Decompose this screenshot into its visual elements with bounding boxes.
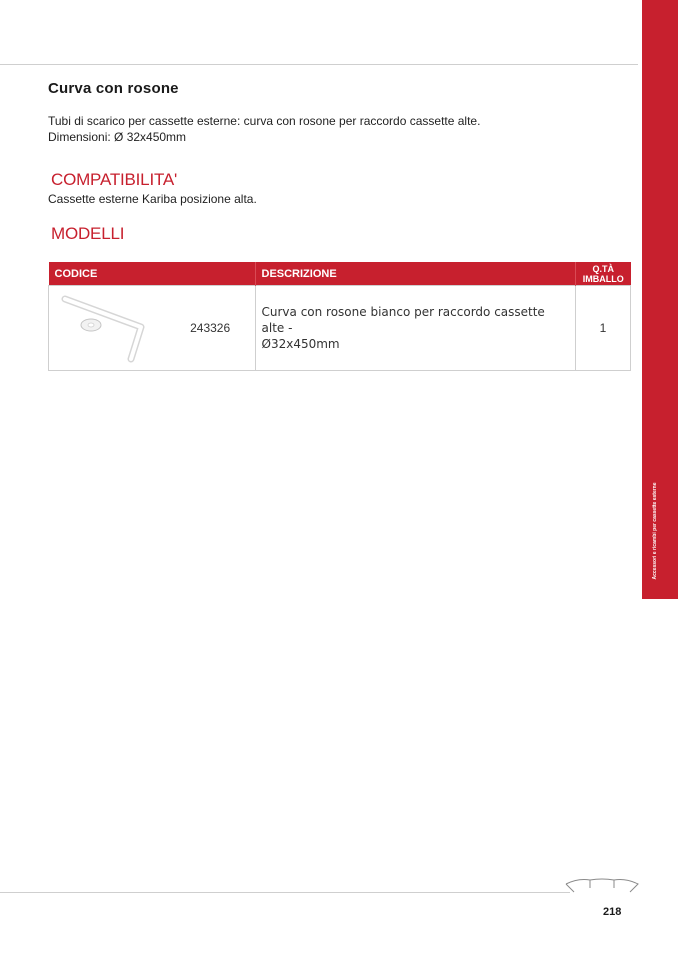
product-image-cell xyxy=(49,286,171,371)
table-row xyxy=(49,286,631,371)
product-description-cell xyxy=(255,286,576,371)
row-description-line-1: Curva con rosone bianco per raccordo cassette alte - xyxy=(261,305,545,335)
column-header-description: DESCRIZIONE xyxy=(255,262,576,286)
side-tab-label: Accessori e ricambi per cassette esterne xyxy=(652,482,658,580)
bottom-divider xyxy=(0,892,570,893)
product-qty: 1 xyxy=(576,286,631,371)
product-title: Curva con rosone xyxy=(48,80,179,97)
column-header-code: CODICE xyxy=(49,262,256,286)
qty-header-line-2: IMBALLO xyxy=(582,273,624,284)
page-number: 218 xyxy=(603,906,622,918)
description-line-1: Tubi di scarico per cassette esterne: curva con rosone per raccordo cassette alte. xyxy=(48,114,481,128)
compatibility-heading: COMPATIBILITA' xyxy=(51,170,178,189)
table-header-row xyxy=(49,262,631,286)
section-side-tab xyxy=(642,0,678,599)
models-table xyxy=(48,262,631,371)
row-description-line-2: Ø32x450mm xyxy=(261,337,340,351)
footer-wave-ornament xyxy=(564,876,640,896)
product-code: 243326 xyxy=(171,286,255,371)
column-header-qty xyxy=(576,262,631,286)
models-heading: MODELLI xyxy=(51,224,125,243)
compatibility-text: Cassette esterne Kariba posizione alta. xyxy=(48,192,257,206)
product-description xyxy=(48,114,480,145)
description-line-2: Dimensioni: Ø 32x450mm xyxy=(48,129,187,144)
qty-header-line-1: Q.TÀ xyxy=(592,263,614,274)
bent-pipe-image xyxy=(49,287,161,367)
top-divider xyxy=(0,64,638,65)
